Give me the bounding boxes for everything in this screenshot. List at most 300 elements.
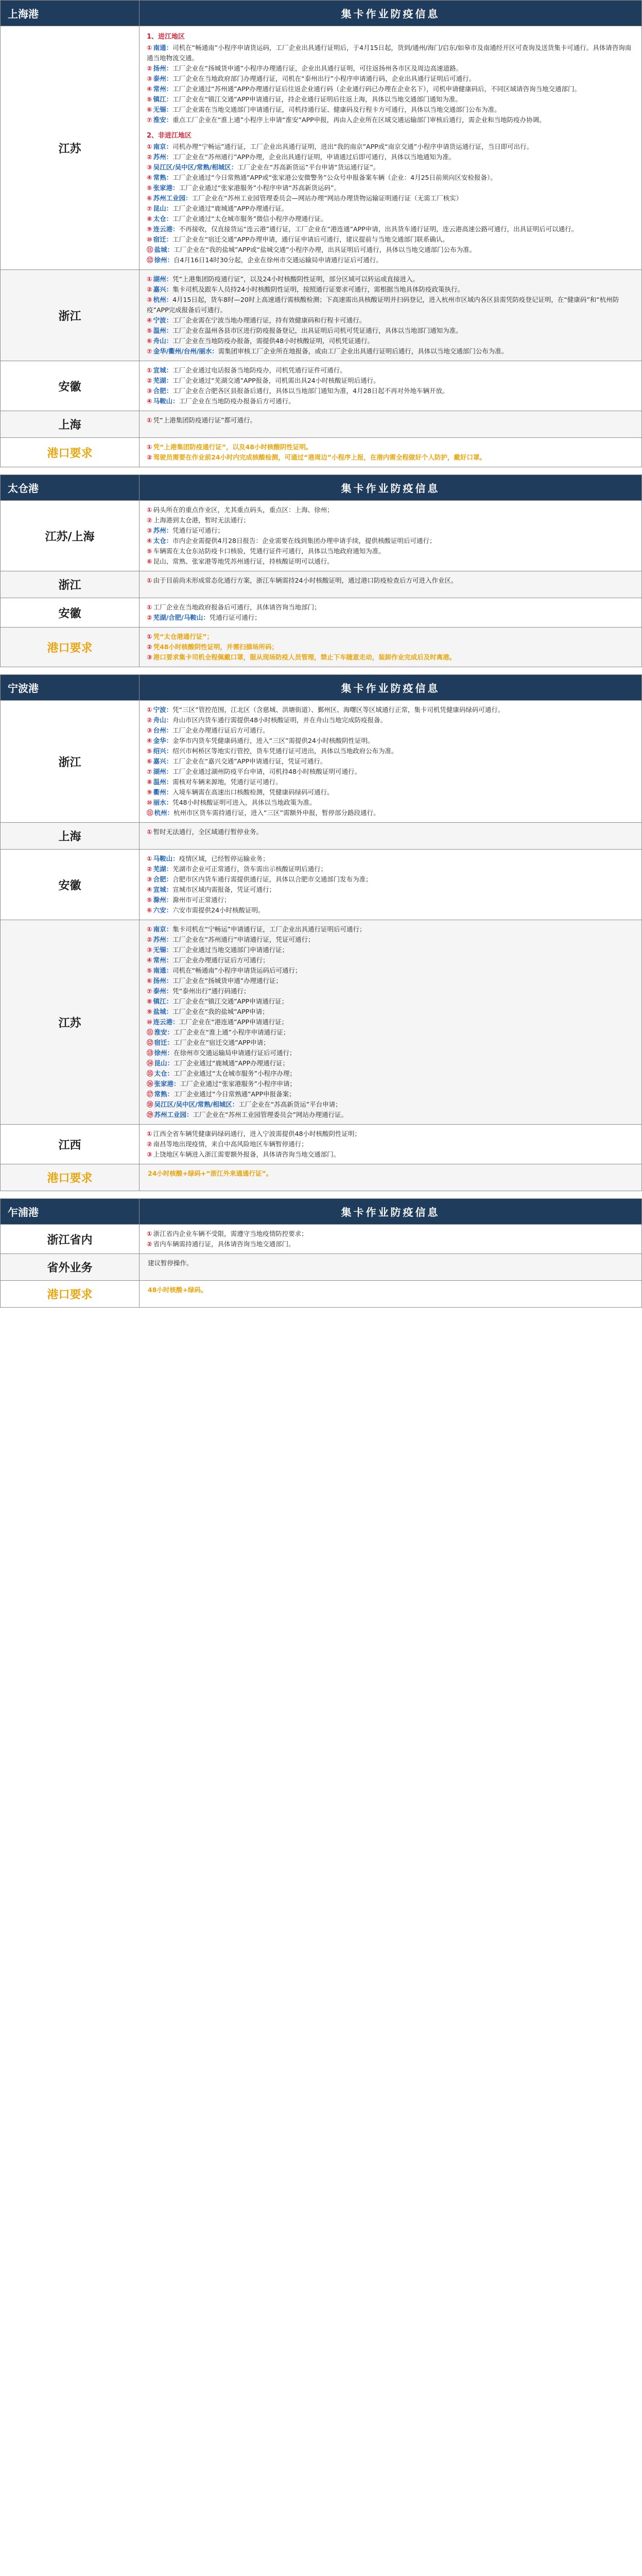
item-text: 工厂企业在“镇江交通”APP申请通行证； — [172, 997, 288, 1005]
region-label: 港口要求 — [1, 1281, 140, 1308]
item-place: 南京： — [153, 925, 173, 933]
item-text: 省内车辆需持通行证，具体请咨询当地交通部门。 — [153, 1240, 295, 1248]
item-number: ⑤ — [147, 967, 152, 974]
item-text: 司机在“畅通南”小程序申请货运码后可通行； — [172, 967, 302, 974]
item-number: ① — [147, 603, 152, 611]
item-text: 金华市内货车凭健康码通行，进入“三区”需提供24小时核酸阴性证明。 — [172, 737, 374, 744]
item-number: ② — [147, 1240, 152, 1248]
item-place: 宣城： — [153, 366, 173, 374]
item-place: 盐城： — [153, 1008, 173, 1015]
item-number: ① — [147, 44, 152, 52]
item-text: 集卡司机在“宁畅运”申请通行证，工厂企业出具通行证明后可通行； — [172, 925, 366, 933]
item-text: 港口要求集卡司机全程佩戴口罩，服从现场防疫人员管理，禁止下车随意走动，装卸作业完成后及时离港。 — [153, 653, 456, 661]
item-text: 江西全省车辆凭健康码绿码通行，进入宁波需提供48小时核酸阴性证明； — [153, 1130, 361, 1138]
item-place: 张家港： — [153, 184, 179, 192]
item-place: 泰州： — [153, 987, 173, 995]
policy-item — [147, 976, 634, 986]
section-header-row — [1, 475, 642, 501]
region-label: 江苏/上海 — [1, 501, 140, 571]
item-text: 工厂企业在当地防疫办报备后方可通行。 — [179, 397, 295, 405]
item-place: 吴江区/吴中区/常熟/相城区： — [153, 163, 238, 171]
policy-item — [147, 827, 634, 837]
policy-item — [147, 808, 634, 818]
policy-item — [147, 63, 634, 74]
policy-item — [147, 1058, 634, 1069]
item-place: 扬州： — [153, 977, 173, 985]
item-text: 需核对车辆来源地，凭通行证可通行。 — [172, 778, 282, 786]
policy-item — [147, 986, 634, 996]
item-number: ⑦ — [147, 768, 152, 775]
item-number: ④ — [147, 316, 152, 324]
region-row — [1, 850, 642, 920]
item-text: 工厂企业在“我的盐城”APP申请； — [172, 1008, 269, 1015]
item-text: 凭“泰州出行”通行码通行； — [172, 987, 250, 995]
region-label: 浙江 — [1, 571, 140, 598]
item-place: 宣城： — [153, 886, 173, 893]
region-row — [1, 571, 642, 598]
item-text: 凭“三区”管控范围，江北区（含慈城、洪塘街道）、鄞州区、海曙区等区域通行正常，集卡司机凭健康码绿码可通行。 — [172, 706, 505, 714]
region-label: 港口要求 — [1, 628, 140, 667]
item-place: 湖州： — [153, 275, 173, 283]
item-place: 南通： — [153, 44, 173, 52]
policy-item — [147, 652, 634, 663]
item-text: 工厂企业办理通行证后方可通行； — [172, 956, 269, 964]
item-number: ⑪ — [147, 1028, 153, 1036]
region-content — [140, 26, 642, 270]
item-number: ① — [147, 706, 152, 714]
item-text: 集卡司机及跟车人员持24小时核酸阴性证明，按照通行证要求可通行，需根据当地具体防疫政策执行。 — [172, 285, 464, 293]
item-text: 杭州市区货车需持通行证，进入“三区”需额外申报，暂停部分路段通行。 — [173, 809, 380, 817]
region-row — [1, 823, 642, 850]
policy-item — [147, 1168, 634, 1179]
policy-item — [147, 1007, 634, 1017]
item-number: ③ — [147, 387, 152, 395]
item-number: ⑤ — [147, 547, 152, 555]
policy-item — [147, 955, 634, 965]
policy-item — [147, 1129, 634, 1139]
region-label: 安徽 — [1, 361, 140, 411]
item-text: 工厂企业在当地政府部门办理通行证，司机在“泰州出行”小程序申请通行码，企业出具通行证明后可通行。 — [172, 75, 476, 82]
item-text: 工厂企业在合肥各区县报备后通行，具体以当地部门通知为准，4月28日起不再对外地车辆开放。 — [172, 387, 449, 395]
item-place: 徐州： — [154, 256, 174, 264]
policy-item — [147, 1139, 634, 1149]
item-number: ⑧ — [147, 778, 152, 786]
item-text: 凭“上港集团防疫通行证”，以及48小时核酸阴性证明。 — [153, 443, 313, 451]
item-text: 司机在“畅通南”小程序申请货运码，工厂企业出具通行证明后，于4月15日起，货到/通州/海门/启东/如皋市及南通经开区可查询及送货集卡可通行。具体请咨询南通当地物流交通。 — [147, 44, 632, 62]
policy-item — [147, 162, 634, 173]
item-text: 滁州市可正常通行； — [172, 896, 231, 904]
policy-item — [147, 74, 634, 84]
port-section-table — [0, 0, 642, 467]
item-text: 工厂企业在“我的盐城”APP或“盐城交通”小程序办理，出具证明后可通行，具体以当地交通部门公布为准。 — [173, 246, 476, 253]
item-number: ① — [147, 1230, 152, 1238]
item-place: 湖州： — [153, 768, 173, 775]
policy-item — [147, 602, 634, 613]
region-row — [1, 920, 642, 1125]
item-place: 温州： — [153, 778, 173, 786]
policy-item — [147, 193, 634, 204]
policy-item — [147, 204, 634, 214]
policy-item — [147, 84, 634, 94]
item-place: 苏州： — [153, 153, 173, 161]
item-text: 凭“太仓港通行证”； — [153, 633, 214, 640]
policy-item — [147, 152, 634, 162]
item-number: ② — [147, 153, 152, 161]
item-text: 工厂企业通过“张家港服务”小程序申请“苏高新货运码”。 — [179, 184, 341, 192]
item-text: 48小时核酸+绿码。 — [148, 1286, 207, 1294]
policy-item — [147, 556, 634, 567]
region-row — [1, 1125, 642, 1164]
policy-item — [147, 854, 634, 864]
policy-item — [147, 575, 634, 586]
item-text: 工厂企业在“苏州通行”APP办理，企业出具通行证明，申请通过后即可通行，具体以当地通知为准。 — [172, 153, 456, 161]
item-number: ⑪ — [147, 809, 153, 817]
policy-item — [147, 142, 634, 152]
item-number: ⑧ — [147, 997, 152, 1005]
item-place: 常熟： — [154, 1090, 174, 1098]
item-place: 常州： — [153, 85, 173, 93]
policy-item — [147, 613, 634, 623]
policy-item — [147, 234, 634, 245]
policy-item — [147, 1258, 634, 1268]
item-place: 芜湖： — [153, 377, 173, 384]
item-number: ② — [147, 516, 152, 524]
item-place: 苏州： — [153, 936, 173, 943]
region-row — [1, 1281, 642, 1308]
item-text: 不再接收，仅直接货运“连云港”通行证，工厂企业在“港连通”APP申请，出具货车通行证明，连云港高速公路可通行，出具证明后可以通行。 — [179, 225, 578, 233]
policy-item — [147, 1079, 634, 1089]
policy-item — [147, 526, 634, 536]
item-number: ① — [147, 855, 152, 862]
item-place: 嘉兴： — [153, 285, 173, 293]
item-text: 工厂企业在“扬城货申通”小程序办理通行证，企业出具通行证明，可往返扬州各市区及周边高速道路。 — [172, 64, 463, 72]
item-text: 工厂企业在“嘉兴交通”APP申请通行证，凭证可通行。 — [172, 757, 327, 765]
item-text: 凭“上港集团防疫通行证”，以及24小时核酸阴性证明，部分区域可以转运或直接进入。 — [172, 275, 419, 283]
subheading: 2、非进江地区 — [147, 132, 192, 140]
item-text: 工厂企业在当地防疫办报备，需提供48小时核酸证明，司机凭证通行。 — [172, 337, 374, 345]
region-label: 上海 — [1, 823, 140, 850]
item-text: 由于目前尚未形成常态化通行方案，浙江车辆需持24小时核酸证明，通过港口防疫检查后方可进入作业区。 — [153, 577, 458, 584]
item-number: ③ — [147, 1150, 152, 1158]
region-content — [140, 920, 642, 1125]
item-place: 徐州： — [154, 1049, 174, 1057]
item-text: 工厂企业通过“今日常熟通”APP申报备案； — [173, 1090, 296, 1098]
item-place: 绍兴： — [153, 747, 173, 755]
item-place: 六安： — [153, 906, 173, 914]
item-place: 太仓： — [153, 537, 173, 545]
item-number: ① — [147, 633, 152, 640]
item-place: 扬州： — [153, 64, 173, 72]
item-number: ① — [147, 506, 152, 514]
item-number: ⑦ — [147, 205, 152, 212]
region-content — [140, 1254, 642, 1281]
item-text: 工厂企业在“淮上通”小程序申请通行证； — [173, 1028, 290, 1036]
policy-item — [147, 1149, 634, 1160]
item-text: 工厂企业在当地政府报备后可通行，具体请咨询当地部门； — [153, 603, 321, 611]
item-number: ⑬ — [147, 1049, 153, 1057]
item-place: 昆山： — [154, 1059, 174, 1067]
region-row — [1, 598, 642, 628]
policy-item — [147, 1229, 634, 1239]
item-number: ⑥ — [147, 906, 152, 914]
item-number: ⑤ — [147, 747, 152, 755]
item-place: 太仓： — [153, 215, 173, 223]
item-text: 工厂企业在“苏高新货运”平台申请； — [238, 1100, 342, 1108]
policy-item — [147, 183, 634, 193]
item-place: 衢州： — [153, 788, 173, 796]
region-row — [1, 1254, 642, 1281]
item-text: 昆山、常熟、张家港等地凭苏州通行证，持核酸证明可以通行。 — [153, 557, 334, 565]
policy-item — [147, 515, 634, 526]
item-text: 工厂企业在“扬城货申通”办理通行证； — [172, 977, 283, 985]
item-text: 工厂企业在“镇江交通”APP申请通行证，持企业通行证明后往返上海，具体以当地交通部门通知为准。 — [172, 95, 462, 103]
item-text: 凭48小时核酸阴性证明，并需扫描场所码； — [153, 643, 278, 651]
item-number: ③ — [147, 875, 152, 883]
item-text: 工厂企业需在当地交通部门申请通行证，司机持通行证、健康码及行程卡方可通行，具体以当地交通部门公布为准。 — [172, 106, 501, 113]
item-number: ① — [147, 275, 152, 283]
item-place: 金华： — [153, 737, 173, 744]
item-number: ① — [147, 1130, 152, 1138]
item-number: ② — [147, 716, 152, 724]
policy-item — [147, 346, 634, 357]
policy-item — [147, 756, 634, 767]
item-text: 24小时核酸+绿码+“浙江外来通通行证”。 — [148, 1170, 273, 1177]
item-number: ② — [147, 614, 152, 621]
item-text: 工厂企业通过“鹿城通”APP办理通行证。 — [172, 205, 288, 212]
item-number: ① — [147, 577, 152, 584]
item-place: 吴江区/吴中区/常熟/相城区： — [154, 1100, 239, 1108]
item-number: ④ — [147, 397, 152, 405]
item-place: 马鞍山： — [153, 397, 179, 405]
item-number: ⑪ — [147, 246, 153, 253]
policy-item — [147, 274, 634, 284]
item-text: 上海港到太仓港，暂时无法通行； — [153, 516, 250, 524]
policy-item — [147, 315, 634, 326]
item-text: 疫情区域，已经暂停运输业务； — [179, 855, 269, 862]
item-number: ⑱ — [147, 1100, 153, 1108]
policy-item — [147, 546, 634, 556]
policy-item — [147, 442, 634, 452]
item-place: 芜湖/合肥/马鞍山： — [153, 614, 210, 621]
policy-item — [147, 746, 634, 756]
item-place: 宁波： — [153, 706, 173, 714]
item-number: ② — [147, 64, 152, 72]
item-place: 无锡： — [153, 946, 173, 954]
item-number: ① — [147, 925, 152, 933]
port-section-table — [0, 474, 642, 667]
section-header-row — [1, 675, 642, 701]
policy-item — [147, 935, 634, 945]
item-place: 丽水： — [153, 799, 173, 806]
item-number: ④ — [147, 85, 152, 93]
item-number: ② — [147, 643, 152, 651]
region-content — [140, 438, 642, 467]
item-place: 舟山： — [153, 716, 173, 724]
item-text: 工厂企业通过“鹿城通”APP办理通行证； — [173, 1059, 289, 1067]
policy-item — [147, 386, 634, 396]
item-text: 入境车辆需在高速出口核酸检测，凭健康码绿码可通行。 — [172, 788, 334, 796]
region-content — [140, 1164, 642, 1191]
item-text: 工厂企业在“宿迁交通”APP申请； — [173, 1039, 270, 1046]
item-place: 杭州： — [153, 296, 173, 303]
item-place: 镇江： — [153, 997, 173, 1005]
item-place: 合肥： — [153, 875, 173, 883]
item-number: ② — [147, 377, 152, 384]
item-number: ⑤ — [147, 184, 152, 192]
policy-item — [147, 224, 634, 234]
policy-item — [147, 326, 634, 336]
item-place: 杭州： — [154, 809, 174, 817]
item-place: 连云港： — [153, 225, 179, 233]
item-number: ⑤ — [147, 327, 152, 334]
section-title: 集卡作业防疫信息 — [140, 675, 642, 701]
region-label: 浙江省内 — [1, 1225, 140, 1254]
policy-item — [147, 1017, 634, 1027]
item-text: 驾驶员需要在作业前24小时内完成核酸检测，可通过“港周边”小程序上报，在港内需全程做好个人防护，戴好口罩。 — [153, 453, 486, 461]
item-place: 连云港： — [153, 1018, 179, 1026]
item-place: 金华/衢州/台州/丽水： — [153, 347, 218, 355]
item-place: 无锡： — [153, 106, 173, 113]
item-place: 马鞍山： — [153, 855, 179, 862]
port-name: 太仓港 — [1, 475, 140, 501]
item-text: 工厂企业通过“太仓城市服务”小程序办理； — [173, 1070, 296, 1077]
item-text: 工厂企业通过“芜湖交通”APP报备，司机需出具24小时核酸证明后通行。 — [172, 377, 380, 384]
region-row — [1, 26, 642, 270]
policy-item — [147, 787, 634, 798]
item-number: ⑦ — [147, 347, 152, 355]
policy-item — [147, 715, 634, 725]
policy-item — [147, 895, 634, 905]
policy-item — [147, 1110, 634, 1120]
policy-item — [147, 255, 634, 265]
item-number: ② — [147, 285, 152, 293]
section-header-row — [1, 1199, 642, 1225]
item-place: 宁波： — [153, 316, 173, 324]
item-text: 市内企业需提供4月28日报告：企业需要在线到集团办理申请手续，提供核酸证明后可通行； — [172, 537, 436, 545]
region-content — [140, 501, 642, 571]
item-number: ③ — [147, 653, 152, 661]
item-number: ⑭ — [147, 1059, 153, 1067]
region-label: 安徽 — [1, 850, 140, 920]
region-content — [140, 1125, 642, 1164]
item-number: ⑲ — [147, 1111, 153, 1118]
item-number: ③ — [147, 296, 152, 303]
item-text: 工厂企业在“港连通”APP申请通行证； — [179, 1018, 288, 1026]
policy-item — [147, 1239, 634, 1249]
item-text: 工厂企业在“苏高新货运”平台申请“货运通行证”。 — [237, 163, 380, 171]
item-text: 工厂企业通过湖州防疫平台申请，司机持48小时核酸证明可通行。 — [172, 768, 361, 775]
section-header-row — [1, 1, 642, 26]
region-content — [140, 1281, 642, 1308]
item-number: ⑥ — [147, 337, 152, 345]
policy-item — [147, 874, 634, 885]
policy-item — [147, 632, 634, 642]
region-row — [1, 701, 642, 823]
policy-item — [147, 725, 634, 736]
region-label: 浙江 — [1, 270, 140, 361]
item-number: ⑨ — [147, 225, 152, 233]
item-place: 芜湖： — [153, 865, 173, 873]
region-content — [140, 598, 642, 628]
item-place: 淮安： — [153, 116, 173, 124]
item-number: ⑨ — [147, 788, 152, 796]
item-text: 工厂企业通过当地交通部门申请通行证； — [172, 946, 289, 954]
item-text: 重点工厂企业在“淮上通”小程序上申请“淮安”APP申报，再由入企业所在区域交通运输部门审核后通行，需企业和当地防疫办协调。 — [172, 116, 546, 124]
policy-item — [147, 105, 634, 115]
item-number: ③ — [147, 163, 152, 171]
item-number: ⑧ — [147, 215, 152, 223]
region-row — [1, 361, 642, 411]
policy-item — [147, 924, 634, 935]
item-place: 南通： — [153, 967, 173, 974]
region-row — [1, 501, 642, 571]
region-label: 浙江 — [1, 701, 140, 823]
item-text: 工厂企业在“苏州工业园管理委员会”网站办理通行证。 — [193, 1111, 348, 1118]
item-text: 工厂企业在“苏州工业园管理委员会—网站办理”网站办理货物运输证明通行证（无需工厂核实） — [192, 194, 463, 202]
policy-item — [147, 1069, 634, 1079]
item-number: ⑩ — [147, 799, 152, 806]
item-place: 泰州： — [153, 75, 173, 82]
item-number: ① — [147, 366, 152, 374]
item-place: 滁州： — [153, 896, 173, 904]
item-text: 芜湖市企业可正常通行，货车需出示核酸证明后通行； — [172, 865, 327, 873]
item-text: 工厂企业需在宁波当地办理通行证，持有效健康码和行程卡可通行。 — [172, 316, 366, 324]
policy-item — [147, 736, 634, 746]
policy-item — [147, 115, 634, 125]
item-number: ⑩ — [147, 1018, 152, 1026]
item-number: ② — [147, 936, 152, 943]
policy-item — [147, 245, 634, 255]
item-number: ③ — [147, 75, 152, 82]
region-label: 江西 — [1, 1125, 140, 1164]
item-text: 绍兴市柯桥区等地实行管控，货车凭通行证可进出，具体以当地政府公布为准。 — [172, 747, 398, 755]
policy-item — [147, 336, 634, 346]
item-number: ⑫ — [147, 1039, 153, 1046]
item-text: 浙江省内企业车辆不受限，需遵守当地疫情防控要求； — [153, 1230, 308, 1238]
item-number: ⑩ — [147, 235, 152, 243]
item-text: 建议暂停操作。 — [148, 1259, 193, 1267]
item-text: 宣城市区域内需报备，凭证可通行； — [172, 886, 276, 893]
item-number: ⑥ — [147, 194, 152, 202]
item-text: 凭“上港集团防疫通行证”都可通行。 — [153, 416, 257, 424]
item-place: 宿迁： — [154, 1039, 174, 1046]
policy-item — [147, 864, 634, 874]
item-place: 盐城： — [154, 246, 174, 253]
item-text: 六安市需提供24小时核酸证明。 — [172, 906, 265, 914]
region-content — [140, 1225, 642, 1254]
item-number: ④ — [147, 537, 152, 545]
subheading: 1、进江地区 — [147, 33, 185, 41]
region-content — [140, 361, 642, 411]
item-text: 工厂企业通过“苏州通”APP办理通行证后往返企业通行码（企业通行码已办理在企业名下），司机申请健康码后，不同区域请咨询当地交通部门。 — [172, 85, 581, 93]
policy-item — [147, 1048, 634, 1058]
item-number: ③ — [147, 946, 152, 954]
item-place: 镇江： — [153, 95, 173, 103]
region-label: 安徽 — [1, 598, 140, 628]
item-number: ⑥ — [147, 977, 152, 985]
region-row — [1, 1164, 642, 1191]
item-number: ① — [147, 143, 152, 150]
item-place: 苏州工业园： — [154, 1111, 193, 1118]
region-label: 港口要求 — [1, 438, 140, 467]
item-place: 合肥： — [153, 387, 173, 395]
item-text: 凭48小时核酸证明可进入，具体以当地政策为准。 — [172, 799, 316, 806]
item-place: 温州： — [153, 327, 173, 334]
item-text: 自4月16日14时30分起，企业在徐州市交通运输局申请通行证后可通行。 — [173, 256, 383, 264]
item-number: ④ — [147, 174, 152, 181]
policy-item — [147, 173, 634, 183]
item-number: ② — [147, 453, 152, 461]
